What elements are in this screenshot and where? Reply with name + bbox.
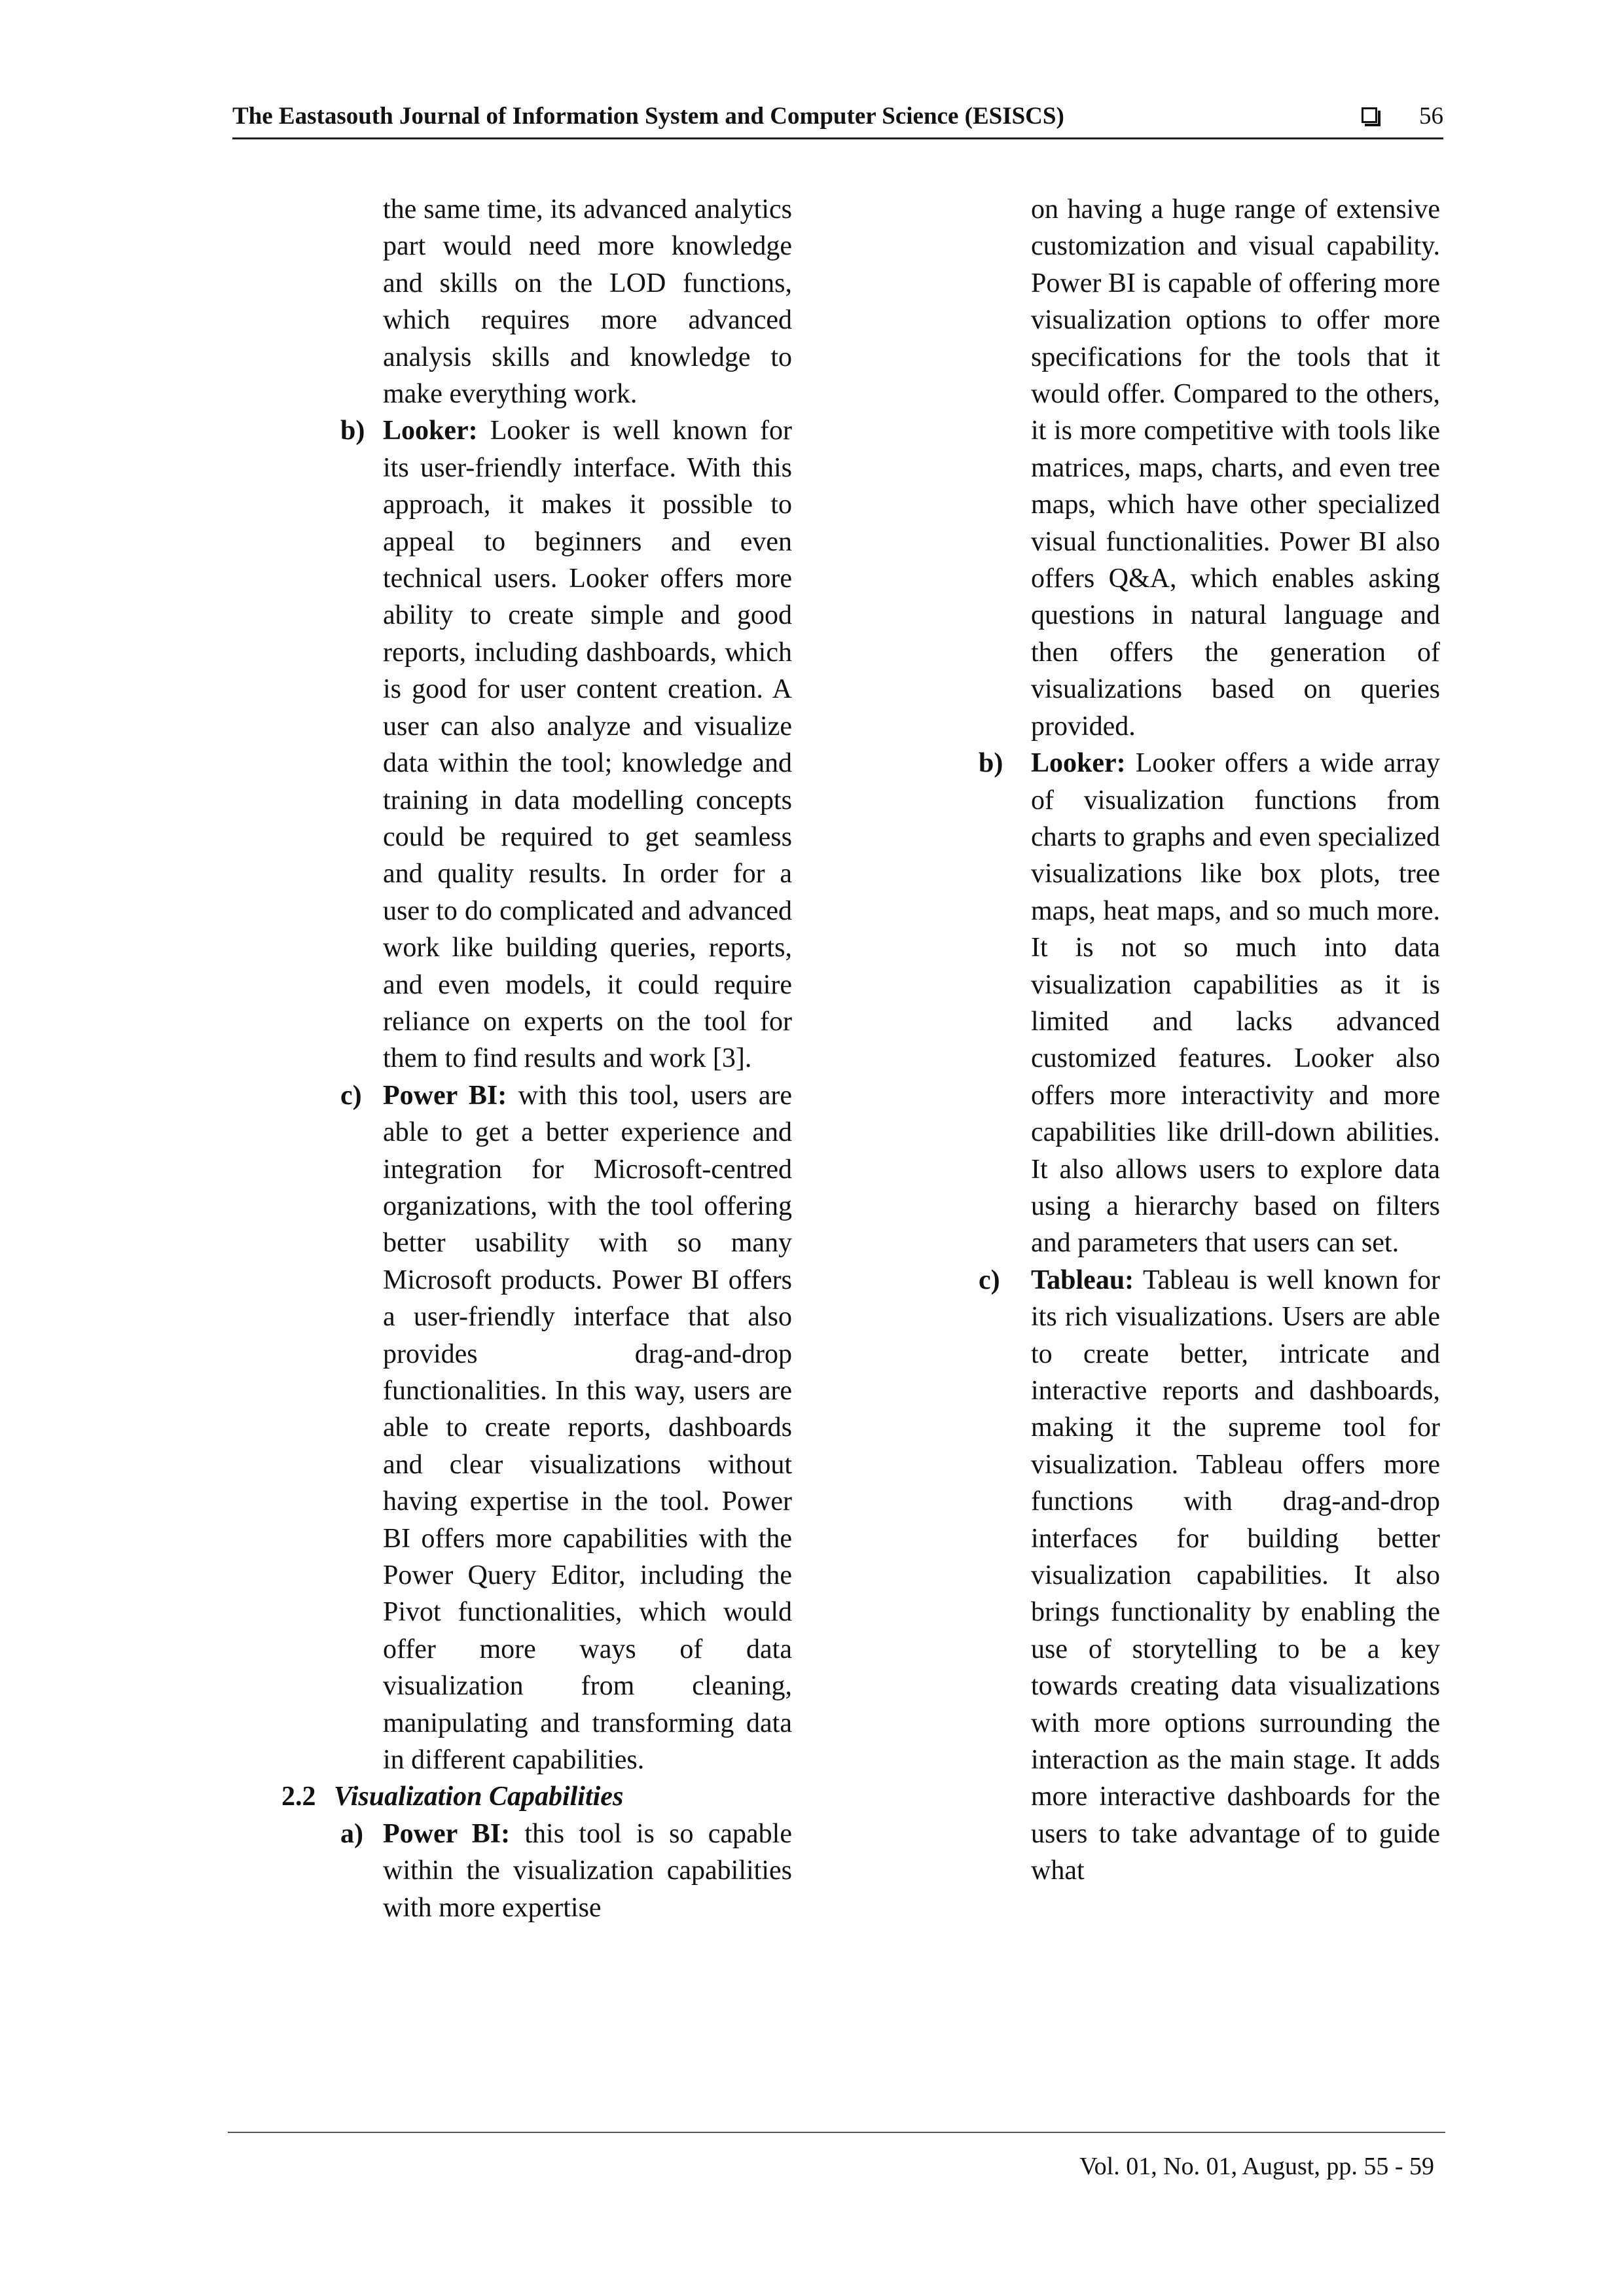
item-label: Tableau: — [1031, 1265, 1134, 1295]
list-marker: c) — [979, 1265, 1000, 1295]
list-item-power-bi-visualization — [281, 1816, 792, 1926]
footer-divider — [228, 2132, 1445, 2133]
footer-citation: Vol. 01, No. 01, August, pp. 55 - 59 — [1079, 2153, 1434, 2180]
item-text: Looker is well known for its user-friendly interface. With this approach, it makes it possible to appeal to beginners and even technical users. Looker offers more ability to create simple and good reports, including dashboards, which is good for user content creation. A user can also analyze and visualize data within the tool; knowledge and training in data modelling concepts could be required to get seamless and quality results. In order for a user to do complicated and advanced work like building queries, reports, and even models, it could require reliance on experts on the tool for them to find results and work [3]. — [383, 416, 792, 1074]
journal-title: The Eastasouth Journal of Information System and Computer Science (ESISCS) — [232, 103, 1064, 130]
list-item-tableau-visualization — [979, 1262, 1440, 1890]
page-number: 56 — [1419, 103, 1443, 130]
item-text: with this tool, users are able to get a better experience and integration for Microsoft-centred organizations, with the tool offering better usability with so many Microsoft products. Power BI offers a user-friendly interface that also provides drag-and-drop functionalities. In this way, users are able to create reports, dashboards and clear visualizations without having expertise in the tool. Power BI offers more capabilities with the Power Query Editor, including the Pivot functionalities, which would offer more ways of data visualization from cleaning, manipulating and transforming data in different capabilities. — [383, 1080, 792, 1776]
item-text: Tableau is well known for its rich visualizations. Users are able to create better, intricate and interactive reports and dashboards, making it the supreme tool for visualization. Tableau offers more functions with drag-and-drop interfaces for building better visualization capabilities. It also brings functionality by enabling the use of storytelling to be a key towards creating data visualizations with more options surrounding the interaction as the main stage. It adds more interactive dashboards for the users to take advantage of to guide what — [1031, 1265, 1440, 1886]
list-item-looker-visualization — [979, 745, 1440, 1262]
left-column-body — [281, 191, 792, 1926]
section-number: 2.2 — [281, 1782, 316, 1812]
list-marker: a) — [340, 1818, 363, 1849]
paragraph-text: on having a huge range of extensive customization and visual capability. Power BI is capable of offering more visualization options to offer more specifications for the tools that it would offer. Compared to the others, it is more competitive with tools like matrices, maps, charts, and even tree maps, which have other specialized visual functionalities. Power BI also offers Q&A, which enables asking questions in natural language and then offers the generation of visualizations based on queries provided. — [1031, 194, 1440, 742]
item-label: Power BI: — [383, 1818, 511, 1849]
square-box-icon — [1362, 107, 1377, 123]
section-heading — [281, 1778, 792, 1815]
item-label: Looker: — [1031, 748, 1126, 779]
list-item-power-bi — [281, 1077, 792, 1779]
paragraph-text: the same time, its advanced analytics part would need more knowledge and skills on the LOD functions, which requires more advanced analysis skills and knowledge to make everything work. — [383, 194, 792, 410]
page-header — [232, 98, 1443, 139]
item-label: Power BI: — [383, 1080, 507, 1111]
item-text: Looker offers a wide array of visualization functions from charts to graphs and even specialized visualizations like box plots, tree maps, heat maps, and so much more. It is not so much into data visualization capabilities as it is limited and lacks advanced customized features. Looker also offers more interactivity and more capabilities like drill-down abilities. It also allows users to explore data using a hierarchy based on filters and parameters that users can set. — [1031, 748, 1440, 1259]
section-title: Visualization Capabilities — [334, 1782, 624, 1812]
list-marker: b) — [979, 748, 1003, 779]
right-column — [979, 191, 1440, 1890]
list-item-looker — [281, 412, 792, 1077]
item-label: Looker: — [383, 416, 478, 446]
item-text: this tool is so capable within the visualization capabilities with more expertise — [383, 1818, 792, 1923]
continuation-paragraph — [982, 191, 1440, 745]
continuation-paragraph — [281, 191, 792, 412]
list-marker: b) — [340, 416, 365, 446]
list-marker: c) — [340, 1080, 362, 1111]
